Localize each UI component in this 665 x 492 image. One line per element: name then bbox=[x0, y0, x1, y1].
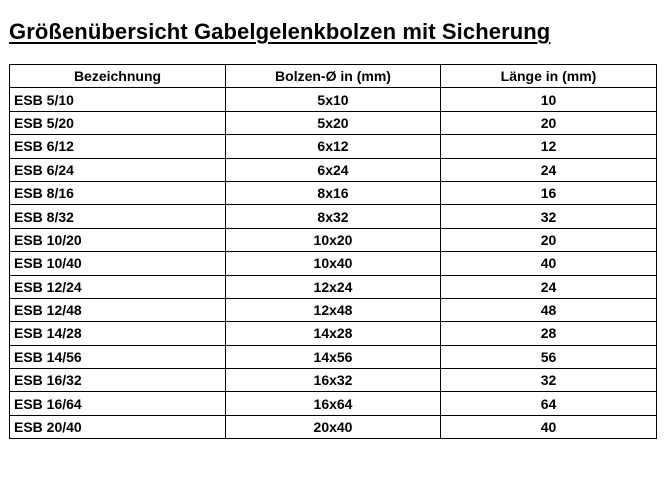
table-row bbox=[10, 205, 657, 228]
cell-laenge: 28 bbox=[441, 322, 657, 345]
cell-bezeichnung: ESB 12/48 bbox=[10, 298, 226, 321]
cell-laenge: 64 bbox=[441, 392, 657, 415]
cell-bolzen-durchmesser: 8x32 bbox=[226, 205, 441, 228]
cell-laenge: 24 bbox=[441, 275, 657, 298]
cell-bezeichnung: ESB 8/16 bbox=[10, 181, 226, 204]
cell-laenge: 40 bbox=[441, 252, 657, 275]
cell-bezeichnung: ESB 10/20 bbox=[10, 228, 226, 251]
header-row bbox=[10, 65, 657, 88]
cell-bolzen-durchmesser: 14x28 bbox=[226, 322, 441, 345]
cell-laenge: 20 bbox=[441, 111, 657, 134]
cell-bolzen-durchmesser: 14x56 bbox=[226, 345, 441, 368]
table-row bbox=[10, 415, 657, 438]
cell-bezeichnung: ESB 16/64 bbox=[10, 392, 226, 415]
cell-bolzen-durchmesser: 16x32 bbox=[226, 369, 441, 392]
cell-bolzen-durchmesser: 16x64 bbox=[226, 392, 441, 415]
cell-bolzen-durchmesser: 12x24 bbox=[226, 275, 441, 298]
cell-bezeichnung: ESB 20/40 bbox=[10, 415, 226, 438]
cell-laenge: 20 bbox=[441, 228, 657, 251]
cell-bezeichnung: ESB 10/40 bbox=[10, 252, 226, 275]
table-row bbox=[10, 158, 657, 181]
cell-bezeichnung: ESB 14/28 bbox=[10, 322, 226, 345]
cell-laenge: 24 bbox=[441, 158, 657, 181]
cell-laenge: 32 bbox=[441, 369, 657, 392]
cell-bolzen-durchmesser: 10x20 bbox=[226, 228, 441, 251]
cell-bolzen-durchmesser: 20x40 bbox=[226, 415, 441, 438]
cell-bolzen-durchmesser: 5x10 bbox=[226, 88, 441, 111]
cell-laenge: 16 bbox=[441, 181, 657, 204]
cell-bolzen-durchmesser: 12x48 bbox=[226, 298, 441, 321]
table-row bbox=[10, 369, 657, 392]
cell-laenge: 32 bbox=[441, 205, 657, 228]
table-row bbox=[10, 181, 657, 204]
table-row bbox=[10, 345, 657, 368]
cell-laenge: 12 bbox=[441, 135, 657, 158]
cell-bezeichnung: ESB 16/32 bbox=[10, 369, 226, 392]
table-row bbox=[10, 88, 657, 111]
cell-bolzen-durchmesser: 5x20 bbox=[226, 111, 441, 134]
cell-bolzen-durchmesser: 8x16 bbox=[226, 181, 441, 204]
cell-bezeichnung: ESB 12/24 bbox=[10, 275, 226, 298]
table-row bbox=[10, 275, 657, 298]
cell-bolzen-durchmesser: 6x24 bbox=[226, 158, 441, 181]
cell-bezeichnung: ESB 5/10 bbox=[10, 88, 226, 111]
cell-bezeichnung: ESB 14/56 bbox=[10, 345, 226, 368]
table-row bbox=[10, 392, 657, 415]
column-header-bezeichnung: Bezeichnung bbox=[10, 65, 226, 88]
table-row bbox=[10, 111, 657, 134]
table-row bbox=[10, 298, 657, 321]
table-row bbox=[10, 252, 657, 275]
cell-bezeichnung: ESB 6/24 bbox=[10, 158, 226, 181]
cell-laenge: 10 bbox=[441, 88, 657, 111]
cell-laenge: 56 bbox=[441, 345, 657, 368]
cell-bolzen-durchmesser: 10x40 bbox=[226, 252, 441, 275]
cell-bezeichnung: ESB 6/12 bbox=[10, 135, 226, 158]
size-table bbox=[9, 64, 657, 439]
table-row bbox=[10, 322, 657, 345]
table-body bbox=[10, 88, 657, 439]
table-header bbox=[10, 65, 657, 88]
cell-laenge: 40 bbox=[441, 415, 657, 438]
cell-bezeichnung: ESB 8/32 bbox=[10, 205, 226, 228]
cell-laenge: 48 bbox=[441, 298, 657, 321]
page-title: Größenübersicht Gabelgelenkbolzen mit Sicherung bbox=[9, 19, 551, 44]
cell-bolzen-durchmesser: 6x12 bbox=[226, 135, 441, 158]
table-row bbox=[10, 135, 657, 158]
column-header-bolzen-durchmesser: Bolzen-Ø in (mm) bbox=[226, 65, 441, 88]
column-header-laenge: Länge in (mm) bbox=[441, 65, 657, 88]
table-row bbox=[10, 228, 657, 251]
cell-bezeichnung: ESB 5/20 bbox=[10, 111, 226, 134]
